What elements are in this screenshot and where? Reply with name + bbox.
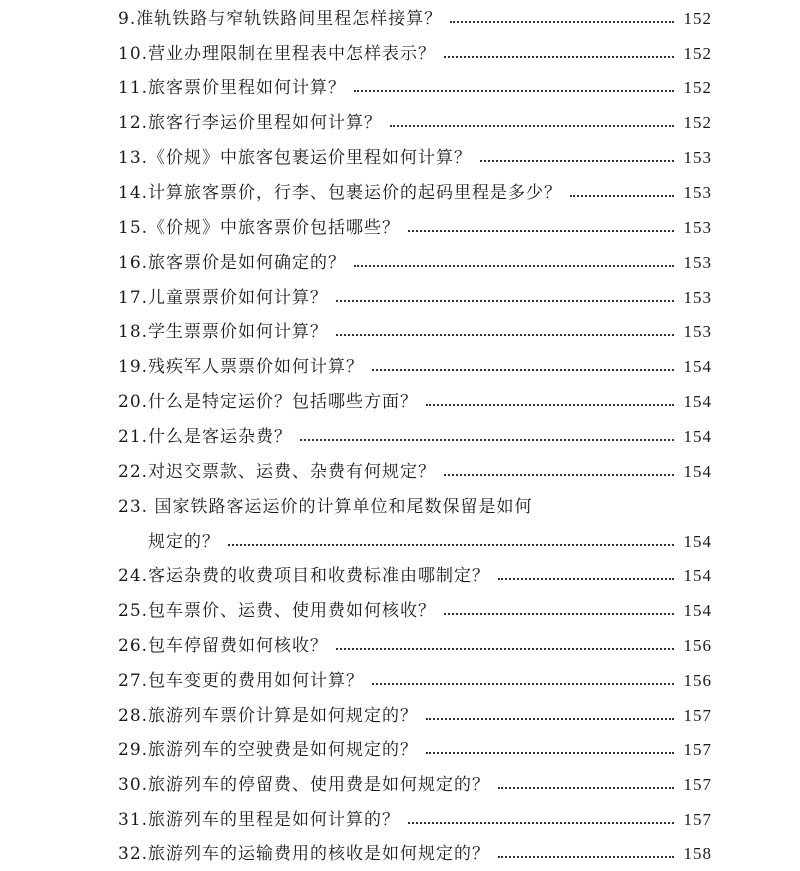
entry-number: 19.	[118, 357, 149, 377]
toc-entry	[118, 699, 712, 733]
page-number: 152	[683, 9, 712, 28]
dot-leader	[570, 176, 673, 210]
dot-leader	[498, 837, 673, 871]
dot-leader	[444, 37, 673, 71]
entry-number: 31.	[118, 810, 149, 830]
entry-title: 国家铁路客运运价的计算单位和尾数保留是如何	[154, 497, 533, 517]
entry-title-continuation: 规定的？	[148, 532, 220, 552]
entry-number: 11.	[118, 78, 149, 98]
page-number: 152	[683, 113, 712, 132]
entry-number: 17.	[118, 288, 149, 308]
entry-number: 27.	[118, 671, 149, 691]
page-number: 154	[683, 427, 712, 446]
page-number: 154	[683, 462, 712, 481]
entry-title: 旅客行李运价里程如何计算？	[148, 113, 383, 133]
entry-title: 《价规》中旅客包裹运价里程如何计算？	[148, 148, 473, 168]
page-number: 154	[683, 392, 712, 411]
page-number: 156	[683, 671, 712, 690]
entry-number: 29.	[118, 740, 149, 760]
dot-leader	[300, 420, 673, 454]
entry-number: 20.	[118, 392, 149, 412]
entry-number: 30.	[118, 775, 149, 795]
dot-leader	[336, 281, 673, 315]
entry-title: 儿童票票价如何计算？	[148, 288, 329, 308]
toc-entry	[118, 455, 712, 489]
entry-title: 学生票票价如何计算？	[148, 322, 329, 342]
entry-title: 营业办理限制在里程表中怎样表示？	[148, 44, 437, 64]
toc-entry	[118, 37, 712, 71]
dot-leader	[480, 141, 673, 175]
dot-leader	[228, 525, 674, 559]
toc-entry	[118, 837, 712, 871]
entry-title: 包车票价、运费、使用费如何核收？	[148, 601, 437, 621]
page-number: 157	[683, 775, 712, 794]
entry-number: 21.	[118, 427, 149, 447]
toc-entry	[118, 71, 712, 105]
dot-leader	[498, 768, 673, 802]
dot-leader	[408, 803, 673, 837]
entry-title: 旅游列车票价计算是如何规定的？	[148, 706, 419, 726]
page-number: 156	[683, 636, 712, 655]
dot-leader	[426, 699, 673, 733]
page-number: 153	[683, 148, 712, 167]
entry-title: 包车停留费如何核收？	[148, 636, 329, 656]
entry-title: 旅游列车的空驶费是如何规定的？	[148, 740, 419, 760]
dot-leader	[444, 455, 673, 489]
dot-leader	[390, 106, 673, 140]
page-number: 153	[683, 322, 712, 341]
entry-number: 25.	[118, 601, 149, 621]
toc-entry	[118, 350, 712, 384]
entry-title: 什么是特定运价？包括哪些方面？	[148, 392, 419, 412]
entry-title: 旅游列车的运输费用的核收是如何规定的？	[148, 844, 491, 864]
entry-number: 28.	[118, 706, 149, 726]
toc-entry	[118, 246, 712, 280]
dot-leader	[336, 315, 673, 349]
page-number: 154	[683, 601, 712, 620]
entry-title: 旅游列车的停留费、使用费是如何规定的？	[148, 775, 491, 795]
page-number: 154	[683, 566, 712, 585]
toc-entry	[118, 559, 712, 593]
page-number: 153	[683, 288, 712, 307]
dot-leader	[372, 350, 673, 384]
entry-number: 23.	[118, 497, 155, 517]
dot-leader	[498, 559, 673, 593]
entry-title: 包车变更的费用如何计算？	[148, 671, 365, 691]
entry-number: 10.	[118, 44, 149, 64]
entry-title: 什么是客运杂费？	[148, 427, 293, 447]
entry-number: 9.	[118, 9, 137, 29]
dot-leader	[450, 2, 673, 36]
toc-entry	[118, 594, 712, 628]
entry-number: 12.	[118, 113, 149, 133]
toc-entry	[118, 803, 712, 837]
entry-title: 旅客票价里程如何计算？	[148, 78, 347, 98]
entry-title: 客运杂费的收费项目和收费标准由哪制定？	[148, 566, 491, 586]
toc-entry	[118, 281, 712, 315]
entry-number: 24.	[118, 566, 149, 586]
entry-title: 《价规》中旅客票价包括哪些？	[148, 218, 401, 238]
page-number: 157	[683, 706, 712, 725]
page-number: 157	[683, 810, 712, 829]
page-number: 157	[683, 740, 712, 759]
toc-entry	[118, 176, 712, 210]
entry-number: 22.	[118, 462, 149, 482]
toc-entry	[118, 629, 712, 663]
dot-leader	[444, 594, 673, 628]
toc-entry	[118, 106, 712, 140]
dot-leader	[408, 211, 673, 245]
page-number: 153	[683, 183, 712, 202]
toc-entry	[118, 420, 712, 454]
dot-leader	[426, 733, 673, 767]
dot-leader	[354, 71, 673, 105]
dot-leader	[336, 629, 673, 663]
entry-title: 对迟交票款、运费、杂费有何规定？	[148, 462, 437, 482]
page-number: 152	[683, 44, 712, 63]
page-number: 154	[683, 532, 712, 551]
toc-entry	[118, 315, 712, 349]
toc-entry	[118, 733, 712, 767]
entry-number: 18.	[118, 322, 149, 342]
page-number: 158	[683, 844, 712, 863]
page-number: 153	[683, 218, 712, 237]
toc-entry	[118, 211, 712, 245]
page-number: 153	[683, 253, 712, 272]
entry-number: 32.	[118, 844, 149, 864]
entry-title: 计算旅客票价，行李、包裹运价的起码里程是多少？	[148, 183, 563, 203]
toc-entry	[118, 2, 712, 36]
entry-title: 残疾军人票票价如何计算？	[148, 357, 365, 377]
toc-entry	[118, 385, 712, 419]
entry-number: 13.	[118, 148, 149, 168]
entry-number: 15.	[118, 218, 149, 238]
dot-leader	[354, 246, 673, 280]
toc-entry	[118, 664, 712, 698]
toc-entry	[118, 768, 712, 802]
entry-title: 准轨铁路与窄轨铁路间里程怎样接算？	[136, 9, 443, 29]
toc-entry-first-line	[118, 490, 532, 524]
toc-entry	[118, 141, 712, 175]
page-number: 152	[683, 78, 712, 97]
toc-entry-continuation	[118, 525, 712, 559]
page-number: 154	[683, 357, 712, 376]
entry-number: 26.	[118, 636, 149, 656]
entry-number: 16.	[118, 253, 149, 273]
entry-title: 旅游列车的里程是如何计算的？	[148, 810, 401, 830]
dot-leader	[372, 664, 673, 698]
dot-leader	[426, 385, 673, 419]
entry-number: 14.	[118, 183, 149, 203]
entry-title: 旅客票价是如何确定的？	[148, 253, 347, 273]
